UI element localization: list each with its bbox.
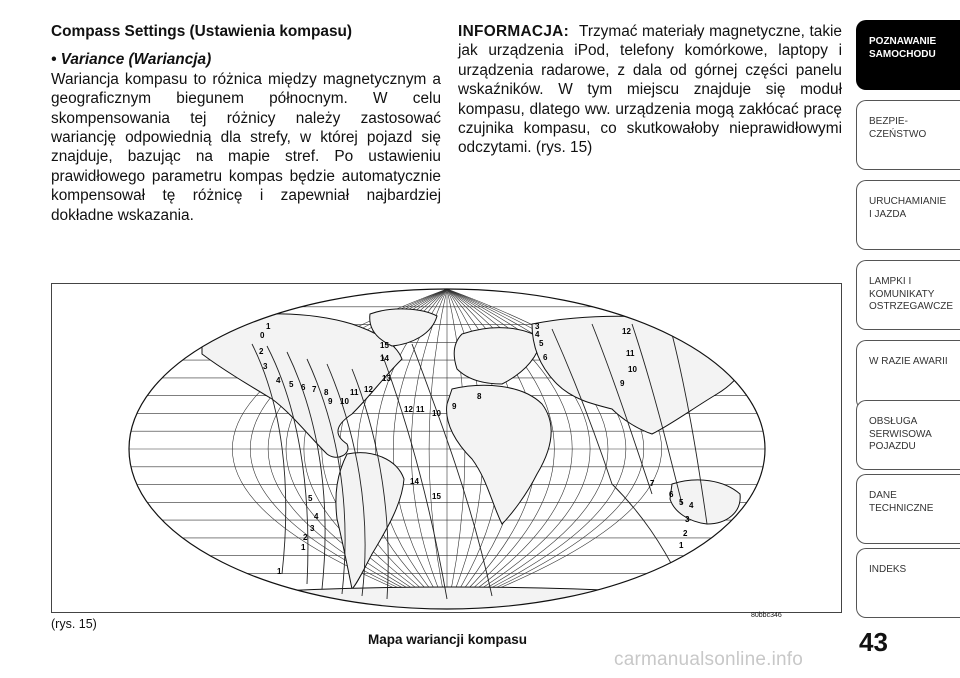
tab-bezpieczenstwo[interactable]: BEZPIE-CZEŃSTWO: [856, 100, 960, 170]
tab-poznawanie-samochodu[interactable]: POZNAWANIE SAMOCHODU: [856, 20, 960, 90]
tab-w-razie-awarii[interactable]: W RAZIE AWARII: [856, 340, 960, 410]
zone-label: 10: [432, 409, 441, 418]
zone-label: 15: [380, 341, 389, 350]
page-number: 43: [859, 627, 888, 657]
figure-code: 80bbc346: [751, 612, 782, 619]
zone-label: 12: [364, 385, 373, 394]
zone-label: 11: [626, 349, 635, 358]
zone-label: 4: [276, 376, 281, 385]
zone-label: 2: [303, 533, 308, 542]
zone-label: 1: [277, 567, 282, 576]
figure-caption: Mapa wariancji kompasu: [368, 632, 528, 647]
zone-label: 4: [314, 512, 319, 521]
zone-label: 9: [328, 397, 333, 406]
variance-map-figure: [51, 283, 842, 613]
zone-label: 13: [382, 374, 391, 383]
zone-label: 6: [301, 383, 306, 392]
zone-label: 12: [404, 405, 413, 414]
zone-label: 5: [539, 339, 544, 348]
zone-label: 4: [689, 501, 694, 510]
zone-label: 11: [350, 388, 359, 397]
zone-label: 3: [535, 322, 540, 331]
antarctica: [202, 587, 702, 614]
right-column: [458, 22, 842, 158]
zone-label: 15: [432, 492, 441, 501]
section-heading: Compass Settings (Ustawienia kompasu): [51, 23, 353, 40]
zone-label: 2: [683, 529, 688, 538]
zone-label: 14: [380, 354, 389, 363]
tab-dane-techniczne[interactable]: DANE TECHNICZNE: [856, 474, 960, 544]
zone-label: 8: [324, 388, 329, 397]
zone-label: 10: [628, 365, 637, 374]
zone-label: 3: [310, 524, 315, 533]
zone-label: 14: [410, 477, 419, 486]
info-text: Trzymać materiały magnetyczne, takie jak urządzenia iPod, telefony komórkowe, laptopy i urządzenia radarowe, z dala od górnej części panelu wskaźników. W tym miejscu znajduje się moduł kompasu, dlatego ww. urządzenia mogą zakłócać pracę czujnika kompasu, co skutkowałoby nieprawidłowymi odczytami. (rys. 15): [458, 23, 842, 157]
zone-label: 5: [679, 498, 684, 507]
zone-label: 10: [340, 397, 349, 406]
map-body: [52, 284, 843, 614]
zone-label: 11: [416, 405, 425, 414]
tab-indeks[interactable]: INDEKS: [856, 548, 960, 618]
info-paragraph: [458, 22, 842, 158]
zone-label: 2: [259, 347, 264, 356]
zone-label: 7: [312, 385, 317, 394]
zone-label: 3: [685, 515, 690, 524]
zone-label: 6: [669, 490, 674, 499]
zone-label: 12: [622, 327, 631, 336]
world-map: [52, 284, 843, 614]
zone-label: 6: [543, 353, 548, 362]
zone-label: 1: [266, 322, 271, 331]
zone-label: 9: [620, 379, 625, 388]
zone-label: 8: [477, 392, 482, 401]
figure-label: (rys. 15): [51, 617, 97, 631]
zone-label: 5: [308, 494, 313, 503]
tab-obsluga-serwisowa[interactable]: OBSŁUGA SERWISOWA POJAZDU: [856, 400, 960, 470]
zone-label: 9: [452, 402, 457, 411]
tab-lampki-i-komunikaty[interactable]: LAMPKI I KOMUNIKATY OSTRZEGAWCZE: [856, 260, 960, 330]
zone-label: 7: [650, 479, 655, 488]
left-column: [51, 22, 441, 225]
zone-label: 5: [289, 380, 294, 389]
zone-label: 1: [301, 543, 306, 552]
tab-uruchamianie-i-jazda[interactable]: URUCHAMIANIE I JAZDA: [856, 180, 960, 250]
info-label: INFORMACJA:: [458, 23, 570, 40]
bullet-heading: • Variance (Wariancja): [51, 51, 212, 69]
variance-paragraph: Wariancja kompasu to różnica między magnetycznym a geograficznym biegunem północnym. W celu skompensowania tej różnicy należy zastosować wariancję odpowiednią dla strefy, w której pojazd się znajduje, bazując na mapie stref. Po ustawieniu prawidłowego parametru kompas będzie automatycznie kompensował tę różnicę i zapewniał najbardziej dokładne wskazania.: [51, 70, 441, 224]
zone-label: 4: [535, 330, 540, 339]
zone-label: 3: [263, 362, 268, 371]
zone-label: 1: [679, 541, 684, 550]
zone-label: 0: [260, 331, 265, 340]
watermark-text: carmanualsonline.info: [614, 649, 804, 670]
